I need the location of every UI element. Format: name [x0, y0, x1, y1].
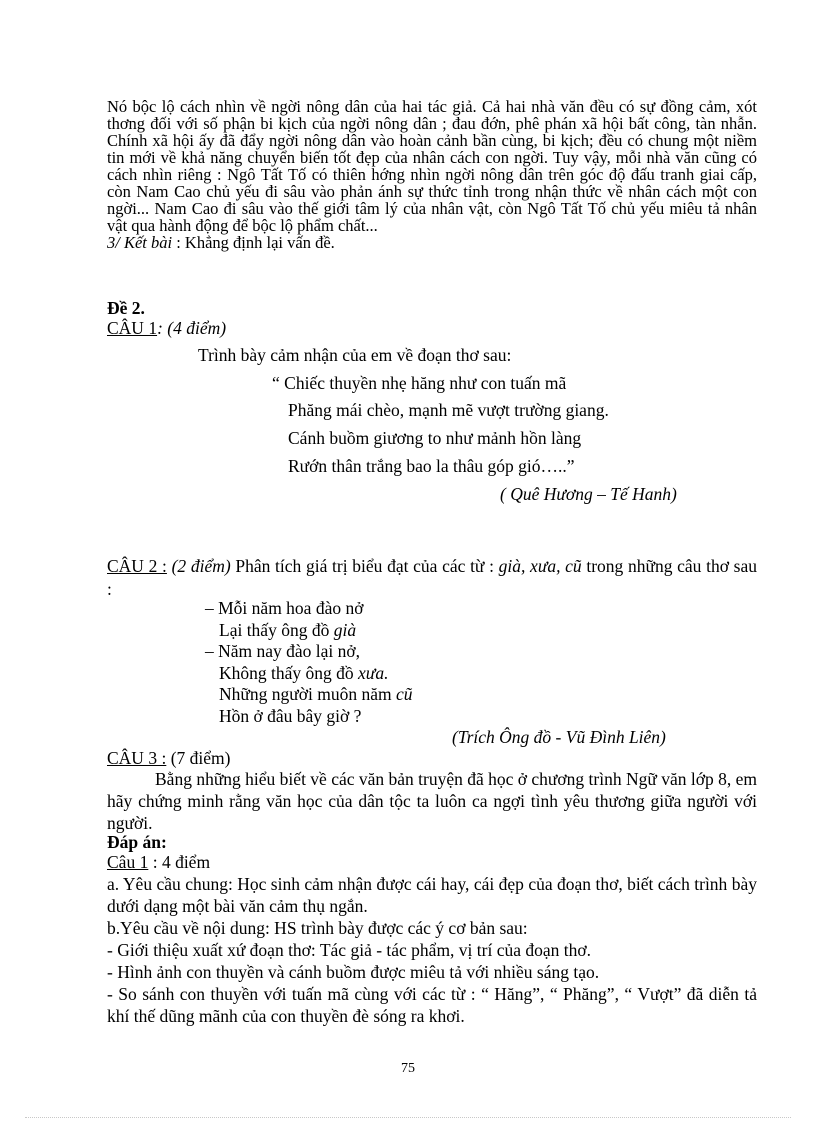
cau2-poem-line-4: Không thấy ông đồ xưa.	[219, 663, 389, 683]
dap-an-item: - Hình ảnh con thuyền và cánh buồm được miêu tả với nhiều sáng tạo.	[107, 962, 600, 982]
cau2-poem-line-2: Lại thấy ông đồ già	[219, 620, 357, 640]
page-footer-divider	[25, 1117, 791, 1118]
dap-an-cau1-label: Câu 1	[107, 852, 149, 872]
cau1-points: : (4 điểm)	[157, 318, 227, 338]
cau2-points: (2 điểm)	[166, 556, 231, 576]
dap-an-item: - So sánh con thuyền với tuấn mã cùng với các từ : “ Hăng”, “ Phăng”, “ Vượt” đã diễn tả khí thế dũng mãnh của con thuyền đè sóng ra khơi.	[107, 984, 757, 1026]
cau2-words: già, xưa, cũ	[498, 556, 582, 576]
cau1-source: ( Quê Hương – Tế Hanh)	[500, 484, 677, 504]
dap-an-item: a. Yêu cầu chung: Học sinh cảm nhận được cái hay, cái đẹp của đoạn thơ, biết cách trình bày dưới dạng một bài văn cảm thụ ngắn.	[107, 874, 757, 916]
cau1-poem-line-3: Cánh buồm giương to như mảnh hồn làng	[288, 428, 582, 448]
page-number: 75	[401, 1061, 415, 1076]
cau2-question: CÂU 2 : (2 điểm) Phân tích giá trị biểu đạt của các từ : già, xưa, cũ trong những câu thơ sau :	[107, 556, 757, 599]
cau2-poem-line-3: – Năm nay đào lại nở,	[205, 641, 361, 661]
de2-title: Đề 2.	[107, 298, 145, 318]
cau2-poem-line-1: – Mỗi năm hoa đào nở	[205, 598, 364, 618]
cau1-poem-line-1: “ Chiếc thuyền nhẹ hăng như con tuấn mã	[272, 373, 567, 393]
cau1-prompt: Trình bày cảm nhận của em về đoạn thơ sau:	[198, 345, 512, 365]
intro-paragraph: Nó bộc lộ cách nhìn về ngời nông dân của hai tác giả. Cả hai nhà văn đều có sự đồng cảm, xót thơng đối với số phận bi kịch của ngời nông dân ; đau đớn, phê phán xã hội bất công, tàn nhẫn. Chính xã hội ấy đã đẩy ngời nông dân vào hoàn cảnh bần cùng, bi kịch; đều có chung một niềm tin mới về khả năng chuyển biến tốt đẹp của nhân cách con ngời. Tuy vậy, mỗi nhà văn cũng có cách nhìn riêng : Ngô Tất Tố có thiên hớng nhìn ngời nông dân trên góc độ đấu tranh giai cấp, còn Nam Cao chủ yếu đi sâu vào phản ánh sự thức tỉnh trong nhận thức về nhân cách một con ngời... Nam Cao đi sâu vào thế giới tâm lý của nhân vật, còn Ngô Tất Tố chủ yếu miêu tả nhân vật qua hành động để bộc lộ phẩm chất... 3/ Kết bài : Khẳng định lại vấn đề.	[107, 97, 757, 252]
cau1-poem-line-2: Phăng mái chèo, mạnh mẽ vượt trường giang.	[288, 400, 609, 420]
cau2-source: (Trích Ông đồ - Vũ Đình Liên)	[452, 727, 666, 747]
cau1-poem-line-4: Rướn thân trắng bao la thâu góp gió…..”	[288, 456, 575, 476]
cau3-text: Bằng những hiểu biết về các văn bản truyện đã học ở chương trình Ngữ văn lớp 8, em hãy chứng minh rằng văn học của dân tộc ta luôn ca ngợi tình yêu thương giữa người với người.	[107, 769, 757, 833]
dap-an-item: b.Yêu cầu về nội dung: HS trình bày được các ý cơ bản sau:	[107, 918, 528, 938]
cau2-label: CÂU 2 :	[107, 556, 167, 576]
ket-bai-text: : Khẳng định lại vấn đề.	[172, 233, 335, 252]
dap-an-title: Đáp án:	[107, 832, 167, 852]
cau1-label: CÂU 1	[107, 318, 158, 338]
cau3-label: CÂU 3 :	[107, 748, 167, 768]
dap-an-item: - Giới thiệu xuất xứ đoạn thơ: Tác giả - tác phẩm, vị trí của đoạn thơ.	[107, 940, 592, 960]
ket-bai-label: 3/ Kết bài	[107, 233, 173, 252]
cau2-poem-line-5: Những người muôn năm cũ	[219, 684, 413, 704]
cau3-points: (7 điểm)	[166, 748, 231, 768]
cau2-poem-line-6: Hồn ở đâu bây giờ ?	[219, 706, 362, 726]
cau1-heading	[107, 318, 226, 339]
cau3-heading	[107, 748, 230, 769]
dap-an-items	[107, 873, 757, 1027]
dap-an-cau1-heading: Câu 1 : 4 điểm	[107, 852, 211, 872]
